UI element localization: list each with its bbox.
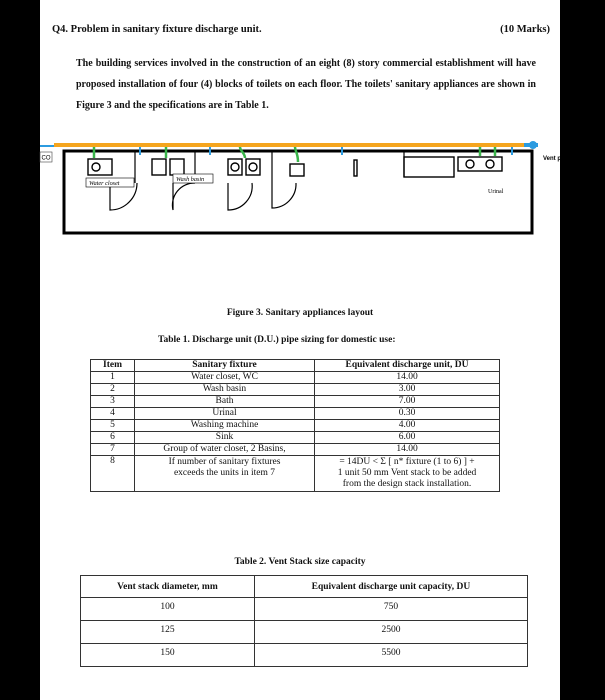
table-row: [91, 420, 500, 432]
fixture-cell: Sink: [135, 432, 315, 444]
co-label: CO: [41, 155, 51, 162]
figure-caption: Figure 3. Sanitary appliances layout: [226, 308, 374, 318]
capacity-cell: 2500: [254, 621, 527, 644]
fixture-cell: Urinal: [135, 408, 315, 420]
stall-partitions: [110, 151, 404, 210]
vent-pipe-line: [54, 143, 524, 147]
vent-pipe-left-stub: [40, 145, 54, 147]
table1-caption: Table 1. Discharge unit (D.U.) pipe sizing for domestic use:: [158, 335, 396, 345]
vent-stack-capacity-table: [80, 575, 528, 667]
table-row: [91, 444, 500, 456]
table-row: [91, 432, 500, 444]
item-cell: 6: [91, 432, 135, 444]
question-body: The building services involved in the construction of an eight (8) story commercial establishment will have proposed installation of four (4) blocks of toilets on each floor. The toilets' sanitary appliances are shown in Figure 3 and the specifications are in Table 1.: [76, 58, 536, 111]
capacity-cell: 5500: [254, 644, 527, 667]
branch-vents: [94, 147, 495, 162]
fixture-line-1: If number of sanitary fixtures: [168, 457, 281, 467]
item-cell: 4: [91, 408, 135, 420]
question-marks: (10 Marks): [500, 24, 550, 35]
du-cell: [315, 456, 500, 492]
table-header-row: [91, 360, 500, 372]
capacity-cell: 750: [254, 598, 527, 621]
du-cell: 14.00: [315, 372, 500, 384]
table-row: [81, 598, 528, 621]
item-cell: 8: [91, 456, 135, 492]
fixture-line-2: exceeds the units in item 7: [173, 468, 276, 478]
fixture-cell: Bath: [135, 396, 315, 408]
du-cell: 4.00: [315, 420, 500, 432]
question-title: Q4. Problem in sanitary fixture discharge unit.: [52, 24, 262, 35]
du-cell: 0.30: [315, 408, 500, 420]
column-header-diameter: Vent stack diameter, mm: [81, 576, 255, 598]
column-header-fixture: Sanitary fixture: [135, 360, 315, 372]
du-formula-line-2: 1 unit 50 mm Vent stack to be added: [337, 468, 477, 478]
du-formula-line-3: from the design stack installation.: [342, 479, 472, 489]
table-row: [81, 621, 528, 644]
table-row: [91, 372, 500, 384]
discharge-unit-table: [90, 359, 500, 492]
fixture-cell: Washing machine: [135, 420, 315, 432]
table-row: [81, 644, 528, 667]
item-cell: 3: [91, 396, 135, 408]
table-row: [91, 384, 500, 396]
table-header-row: [81, 576, 528, 598]
du-cell: 14.00: [315, 444, 500, 456]
item-cell: 2: [91, 384, 135, 396]
urinal-label: Urinal: [488, 189, 504, 195]
vent-pipe-node: [529, 141, 537, 149]
water-closet-fixtures: [88, 157, 502, 177]
diameter-cell: 150: [81, 644, 255, 667]
table2-caption: Table 2. Vent Stack size capacity: [234, 557, 366, 567]
du-cell: 6.00: [315, 432, 500, 444]
du-formula-line-1: = 14DU < Σ [ n* fixture (1 to 6) ] +: [339, 457, 475, 467]
item-cell: 5: [91, 420, 135, 432]
fixture-cell: Group of water closet, 2 Basins,: [135, 444, 315, 456]
wash-basin-label: Wash basin: [176, 176, 205, 183]
fixture-cell: Water closet, WC: [135, 372, 315, 384]
sanitary-appliances-layout-figure: [40, 138, 605, 248]
item-cell: 7: [91, 444, 135, 456]
vent-pipe-label: Vent pipe: [543, 156, 570, 162]
table-row: [91, 408, 500, 420]
table-row-item-8: [91, 456, 500, 492]
du-cell: 3.00: [315, 384, 500, 396]
fixture-cell: [135, 456, 315, 492]
diameter-cell: 125: [81, 621, 255, 644]
table-row: [91, 396, 500, 408]
column-header-du: Equivalent discharge unit, DU: [315, 360, 500, 372]
column-header-capacity: Equivalent discharge unit capacity, DU: [254, 576, 527, 598]
document-page: [40, 0, 570, 700]
item-cell: 1: [91, 372, 135, 384]
column-header-item: Item: [91, 360, 135, 372]
water-closet-label: Water closet: [89, 180, 120, 187]
diameter-cell: 100: [81, 598, 255, 621]
du-cell: 7.00: [315, 396, 500, 408]
fixture-cell: Wash basin: [135, 384, 315, 396]
